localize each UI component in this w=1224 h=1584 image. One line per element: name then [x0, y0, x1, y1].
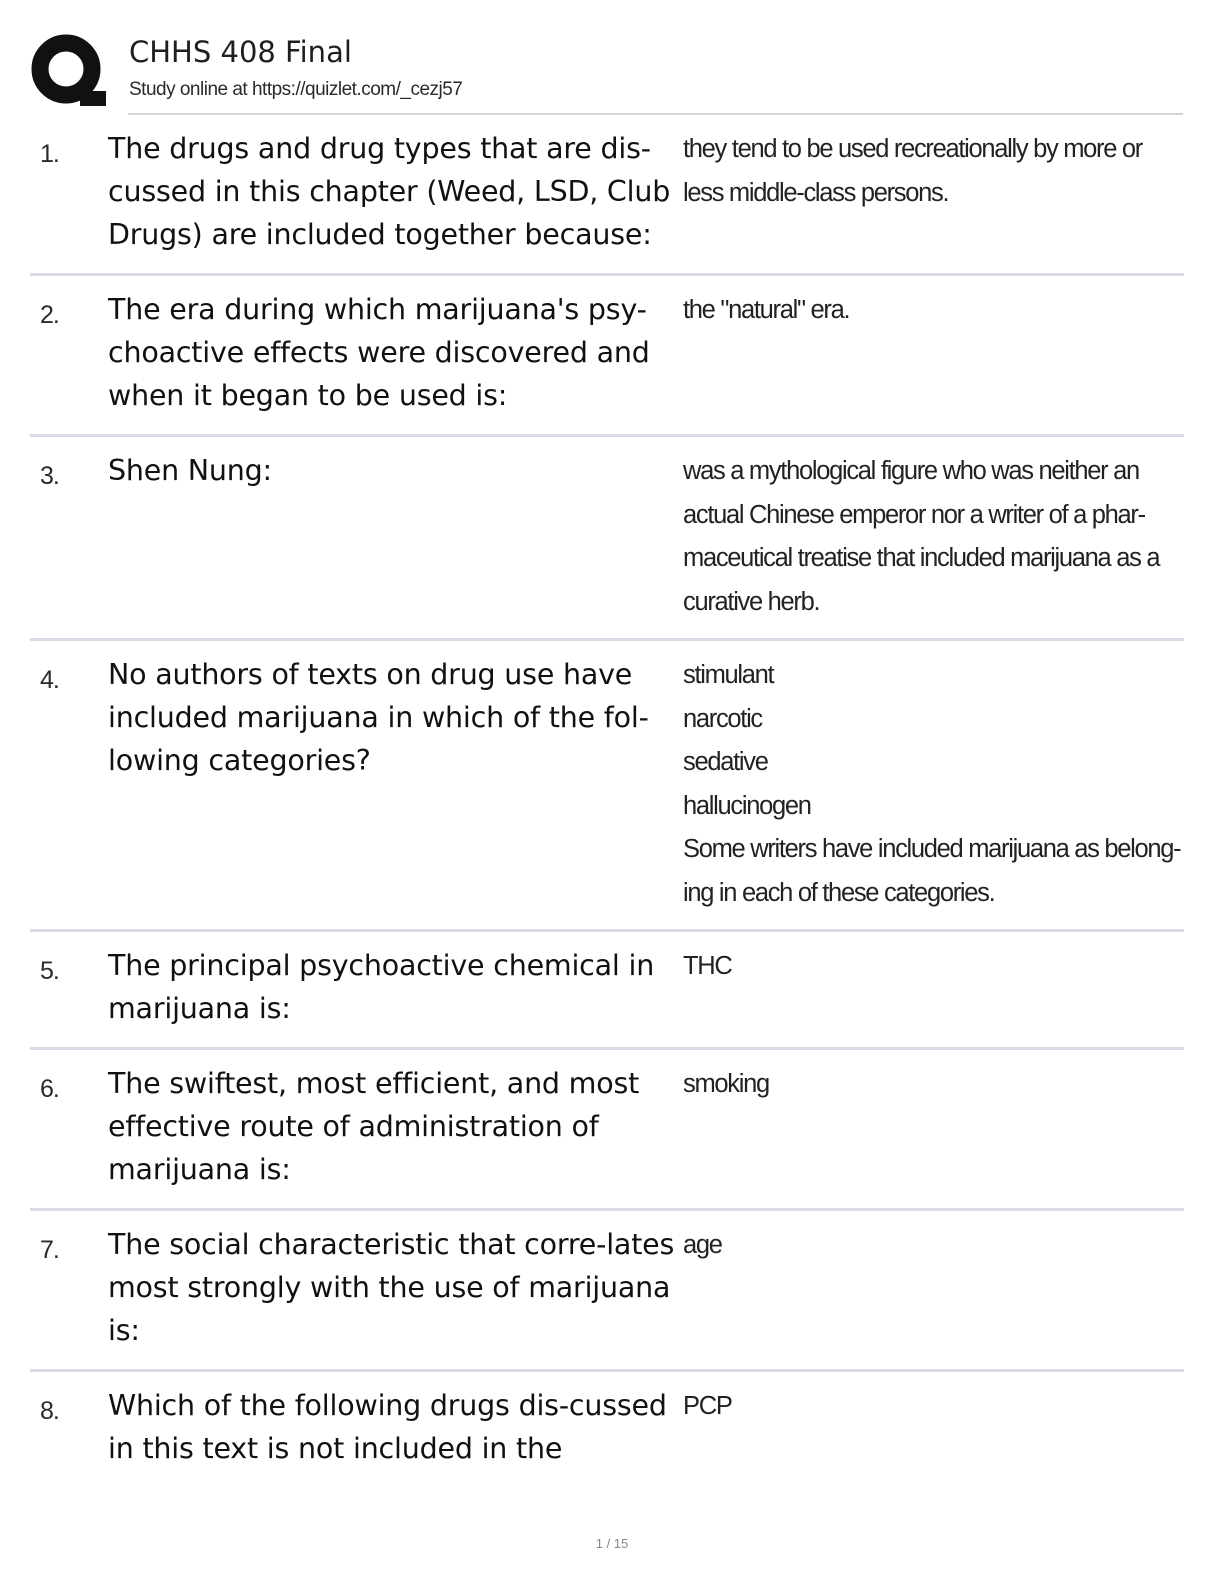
card-definition: age — [683, 1231, 722, 1259]
flashcard-row — [30, 115, 1184, 276]
quizlet-q-logo-icon — [30, 32, 106, 108]
card-term: The principal psychoactive chemical in marijuana is: — [108, 949, 655, 1025]
card-term: The drugs and drug types that are dis-cussed in this chapter (Weed, LSD, Club Drugs) are included together because: — [108, 132, 671, 251]
card-number: 5. — [40, 957, 59, 985]
card-definition: they tend to be used recreationally by more or less middle-class persons. — [683, 135, 1142, 207]
card-number: 4. — [40, 666, 59, 694]
card-definition: PCP — [683, 1392, 732, 1420]
card-definition: stimulant narcotic sedative hallucinogen Some writers have included marijuana as belong-ing in each of these categories. — [683, 661, 1181, 907]
flashcard-row — [30, 1372, 1184, 1492]
study-online-link[interactable]: Study online at https://quizlet.com/_cezj57 — [129, 79, 463, 100]
card-number: 6. — [40, 1075, 59, 1103]
flashcard-row — [30, 641, 1184, 932]
card-term: The era during which marijuana's psy-choactive effects were discovered and when it began to be used is: — [108, 293, 650, 412]
card-number: 1. — [40, 140, 59, 168]
card-definition: smoking — [683, 1070, 769, 1098]
flashcard-row — [30, 1050, 1184, 1211]
flashcard-row — [30, 1211, 1184, 1372]
flashcard-row — [30, 932, 1184, 1050]
card-number: 8. — [40, 1397, 59, 1425]
card-term: Shen Nung: — [108, 454, 272, 487]
card-number: 2. — [40, 301, 59, 329]
card-term: The swiftest, most efficient, and most effective route of administration of marijuana is: — [108, 1067, 640, 1186]
deck-title: CHHS 408 Final — [129, 35, 352, 69]
page-number: 1 / 15 — [595, 1536, 629, 1551]
flashcard-list — [30, 115, 1184, 1492]
card-term: Which of the following drugs dis-cussed in this text is not included in the — [108, 1389, 667, 1465]
card-definition: THC — [683, 952, 732, 980]
flashcard-row — [30, 437, 1184, 641]
page-header — [30, 30, 1184, 114]
card-number: 7. — [40, 1236, 59, 1264]
card-term: The social characteristic that corre-lates most strongly with the use of marijuana is: — [108, 1228, 675, 1347]
card-definition: the "natural" era. — [683, 296, 850, 324]
flashcard-row — [30, 276, 1184, 437]
card-number: 3. — [40, 462, 59, 490]
card-term: No authors of texts on drug use have included marijuana in which of the fol-lowing categories? — [108, 658, 649, 777]
card-definition: was a mythological figure who was neither an actual Chinese emperor nor a writer of a phar-maceutical treatise that included marijuana as a curative herb. — [683, 457, 1160, 616]
